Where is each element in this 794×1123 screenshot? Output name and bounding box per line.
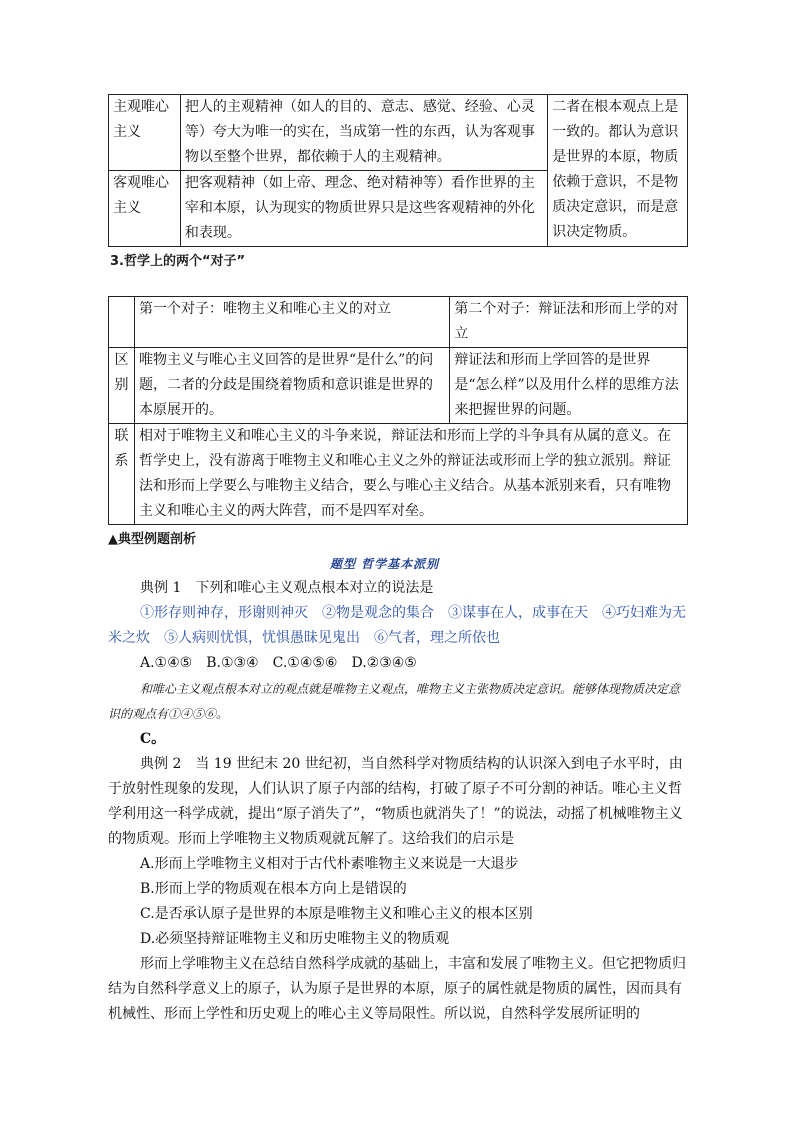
common-point-cell: 二者在根本观点上是一致的。都认为意识是世界的本原，物质依赖于意识，不是物质决定意识，而是意识决定物质。 bbox=[548, 95, 688, 247]
example2-option-d: D.必须坚持辩证唯物主义和历史唯物主义的物质观 bbox=[140, 931, 450, 947]
connection-label: 联系 bbox=[109, 424, 135, 525]
example1-choices: A.①④⑤ B.①③④ C.①④⑤⑥ D.②③④⑤ bbox=[140, 655, 417, 671]
idealism-types-table bbox=[108, 94, 688, 247]
typical-examples-heading: ▲典型例题剖析 bbox=[108, 532, 196, 547]
example2-option-a: A.形而上学唯物主义相对于古代朴素唯物主义来说是一大退步 bbox=[140, 856, 519, 872]
difference-label: 区别 bbox=[109, 348, 135, 424]
difference-first-pair: 唯物主义与唯心主义回答的是世界“是什么”的问题，二者的分歧是围绕着物质和意识谁是世界的本原展开的。 bbox=[134, 348, 449, 424]
example1-answer: C。 bbox=[140, 731, 166, 747]
table-row bbox=[109, 348, 688, 424]
subjective-idealism-label: 主观唯心主义 bbox=[109, 95, 181, 171]
section-heading-3: 3.哲学上的两个“对子” bbox=[110, 254, 246, 269]
question-type-title: 题型 哲学基本派别 bbox=[330, 557, 440, 571]
table-row bbox=[109, 95, 688, 171]
example2-option-b: B.形而上学的物质观在根本方向上是错误的 bbox=[140, 881, 407, 897]
objective-idealism-content: 把客观精神（如上帝、理念、绝对精神等）看作世界的主宰和本原，认为现实的物质世界只是这些客观精神的外化和表现。 bbox=[180, 171, 547, 247]
example1-options: ①形存则神存，形谢则神灭 ②物是观念的集合 ③谋事在人，成事在天 ④巧妇难为无米之炊 ⑤人病则忧惧，忧惧愚昧见鬼出 ⑥气者，理之所依也 bbox=[108, 605, 686, 646]
example2-stem: 典例 2 当 19 世纪末 20 世纪初，当自然科学对物质结构的认识深入到电子水平时，由于放射性现象的发现，人们认识了原子内部的结构，打破了原子不可分割的神话。唯心主义哲学利用这一科学成就，提出“原子消失了”，“物质也就消失了！”的说法，动摇了机械唯物主义的物质观。形而上学唯物主义物质观就瓦解了。这给我们的启示是 bbox=[108, 756, 683, 847]
two-pairs-table bbox=[108, 296, 688, 525]
empty-corner-cell bbox=[109, 297, 135, 348]
header-first-pair: 第一个对子：唯物主义和唯心主义的对立 bbox=[134, 297, 449, 348]
example2-option-c: C.是否承认原子是世界的本原是唯物主义和唯心主义的根本区别 bbox=[140, 906, 533, 922]
example1-stem: 典例 1 下列和唯心主义观点根本对立的说法是 bbox=[140, 580, 434, 596]
table-row bbox=[109, 424, 688, 525]
example2-analysis: 形而上学唯物主义在总结自然科学成就的基础上，丰富和发展了唯物主义。但它把物质归结为自然科学意义上的原子，认为原子是世界的本原，原子的属性就是物质的属性，因而具有机械性、形而上学性和历史观上的唯心主义等局限性。所以说，自然科学发展所证明的 bbox=[108, 956, 686, 1022]
subjective-idealism-content: 把人的主观精神（如人的目的、意志、感觉、经验、心灵等）夸大为唯一的实在，当成第一性的东西，认为客观事物以至整个世界，都依赖于人的主观精神。 bbox=[180, 95, 547, 171]
table-row bbox=[109, 297, 688, 348]
difference-second-pair: 辩证法和形而上学回答的是世界是“怎么样”以及用什么样的思维方法来把握世界的问题。 bbox=[450, 348, 688, 424]
connection-content: 相对于唯物主义和唯心主义的斗争来说，辩证法和形而上学的斗争具有从属的意义。在哲学史上，没有游离于唯物主义和唯心主义之外的辩证法或形而上学的独立派别。辩证法和形而上学要么与唯物主义结合，要么与唯心主义结合。从基本派别来看，只有唯物主义和唯心主义的两大阵营，而不是四军对垒。 bbox=[134, 424, 687, 525]
example1-analysis: 和唯心主义观点根本对立的观点就是唯物主义观点，唯物主义主张物质决定意识。能够体现物质决定意识的观点有①④⑤⑥。 bbox=[108, 682, 681, 721]
header-second-pair: 第二个对子：辩证法和形而上学的对立 bbox=[450, 297, 688, 348]
objective-idealism-label: 客观唯心主义 bbox=[109, 171, 181, 247]
